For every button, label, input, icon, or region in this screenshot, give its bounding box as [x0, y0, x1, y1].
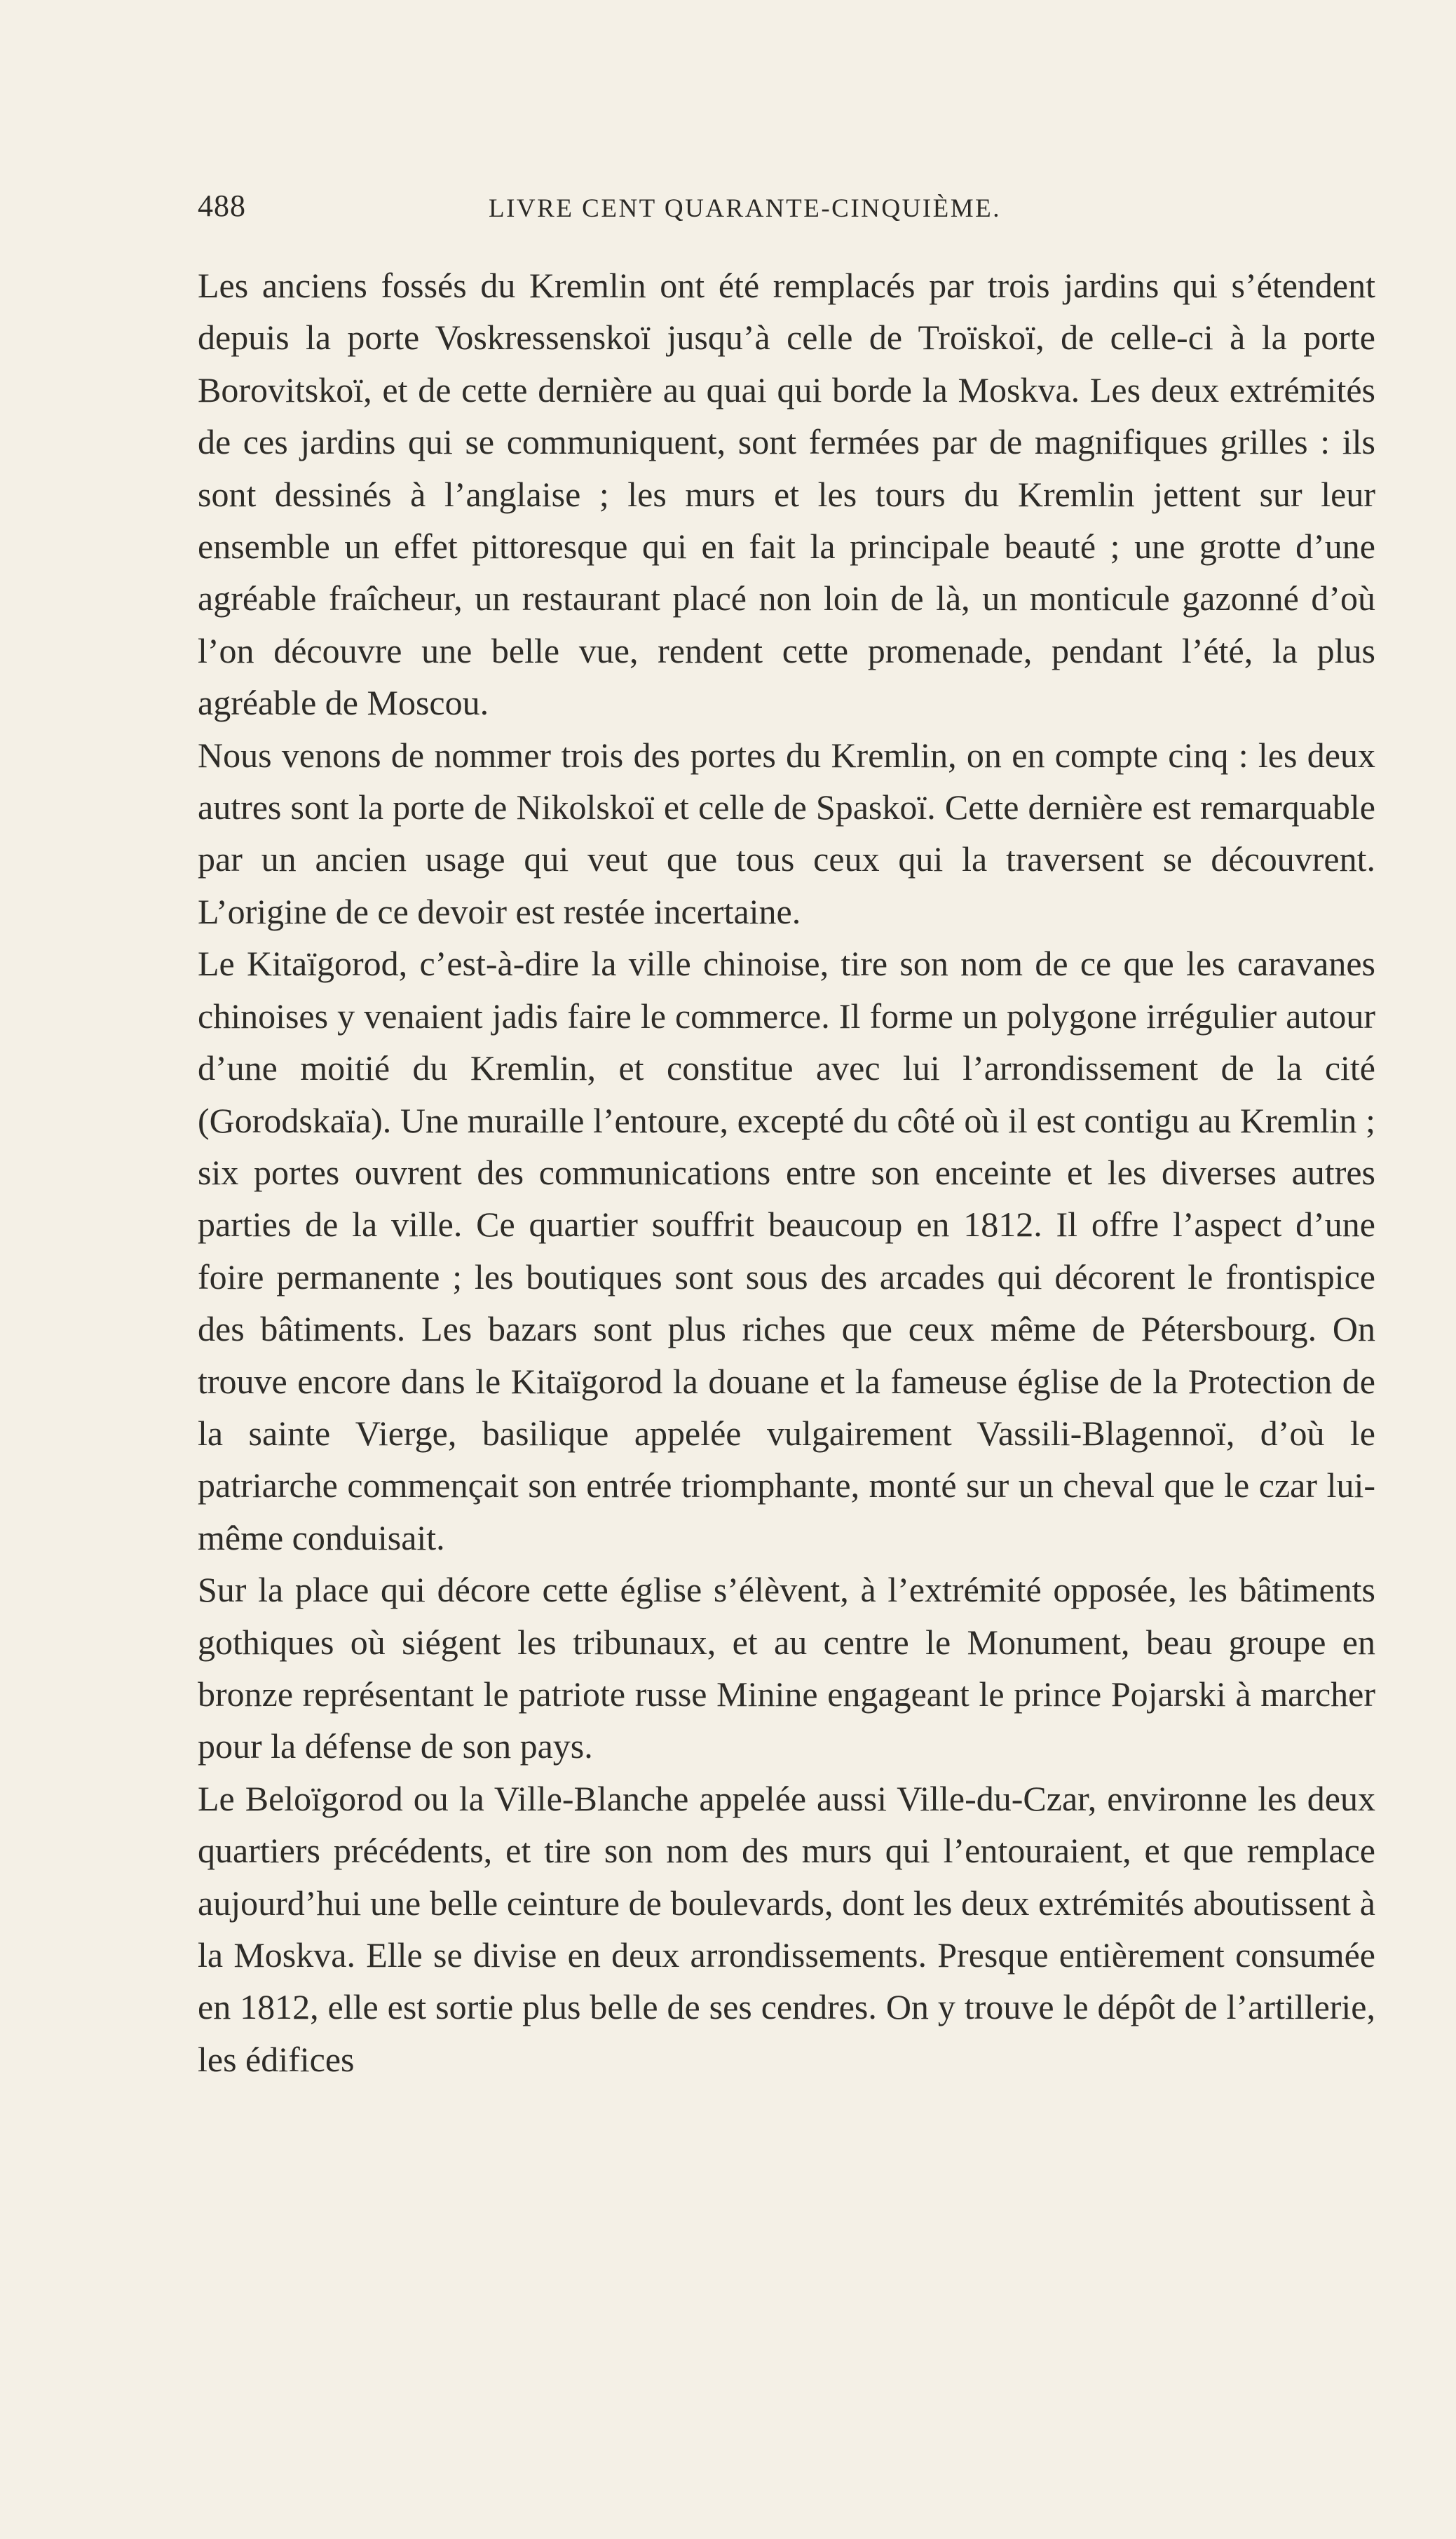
paragraph-3: Le Kitaïgorod, c’est-à-dire la ville chinoise, tire son nom de ce que les caravanes chinoises y venaient jadis faire le commerce. Il forme un polygone irrégulier autour d’une moitié du Kremlin, et constitue avec lui l’arrondissement de la cité (Gorodskaïa). Une muraille l’entoure, excepté du côté où il est contigu au Kremlin ; six portes ouvrent des communications entre son enceinte et les diverses autres parties de la ville. Ce quartier souffrit beaucoup en 1812. Il offre l’aspect d’une foire permanente ; les boutiques sont sous des arcades qui décorent le frontispice des bâtiments. Les bazars sont plus riches que ceux même de Pétersbourg. On trouve encore dans le Kitaïgorod la douane et la fameuse église de la Protection de la sainte Vierge, basilique appelée vulgairement Vassili-Blagennoï, d’où le patriarche commençait son entrée triomphante, monté sur un cheval que le czar lui-même conduisait. [198, 944, 1375, 1557]
body-text [198, 259, 1375, 2085]
paragraph-1: Les anciens fossés du Kremlin ont été remplacés par trois jardins qui s’étendent depuis la porte Voskressenskoï jusqu’à celle de Troïskoï, de celle-ci à la porte Borovitskoï, et de cette dernière au quai qui borde la Moskva. Les deux extrémités de ces jardins qui se communiquent, sont fermées par de magnifiques grilles : ils sont dessinés à l’anglaise ; les murs et les tours du Kremlin jettent sur leur ensemble un effet pittoresque qui en fait la principale beauté ; une grotte d’une agréable fraîcheur, un restaurant placé non loin de là, un monticule gazonné d’où l’on découvre une belle vue, rendent cette promenade, pendant l’été, la plus agréable de Moscou. [198, 266, 1375, 723]
page-header [198, 188, 1375, 237]
page-number: 488 [198, 189, 246, 223]
paragraph-2: Nous venons de nommer trois des portes du Kremlin, on en compte cinq : les deux autres sont la porte de Nikolskoï et celle de Spaskoï. Cette dernière est remarquable par un ancien usage qui veut que tous ceux qui la traversent se découvrent. L’origine de ce devoir est restée incertaine. [198, 735, 1375, 931]
paragraph-4: Sur la place qui décore cette église s’élèvent, à l’extrémité opposée, les bâtiments gothiques où siégent les tribunaux, et au centre le Monument, beau groupe en bronze représentant le patriote russe Minine engageant le prince Pojarski à marcher pour la défense de son pays. [198, 1570, 1375, 1766]
paragraph-5: Le Beloïgorod ou la Ville-Blanche appelée aussi Ville-du-Czar, environne les deux quartiers précédents, et tire son nom des murs qui l’entouraient, et que remplace aujourd’hui une belle ceinture de boulevards, dont les deux extrémités aboutissent à la Moskva. Elle se divise en deux arrondissements. Presque entièrement consumée en 1812, elle est sortie plus belle de ses cendres. On y trouve le dépôt de l’artillerie, les édifices [198, 1778, 1375, 2079]
running-head: LIVRE CENT QUARANTE-CINQUIÈME. [489, 194, 1001, 223]
